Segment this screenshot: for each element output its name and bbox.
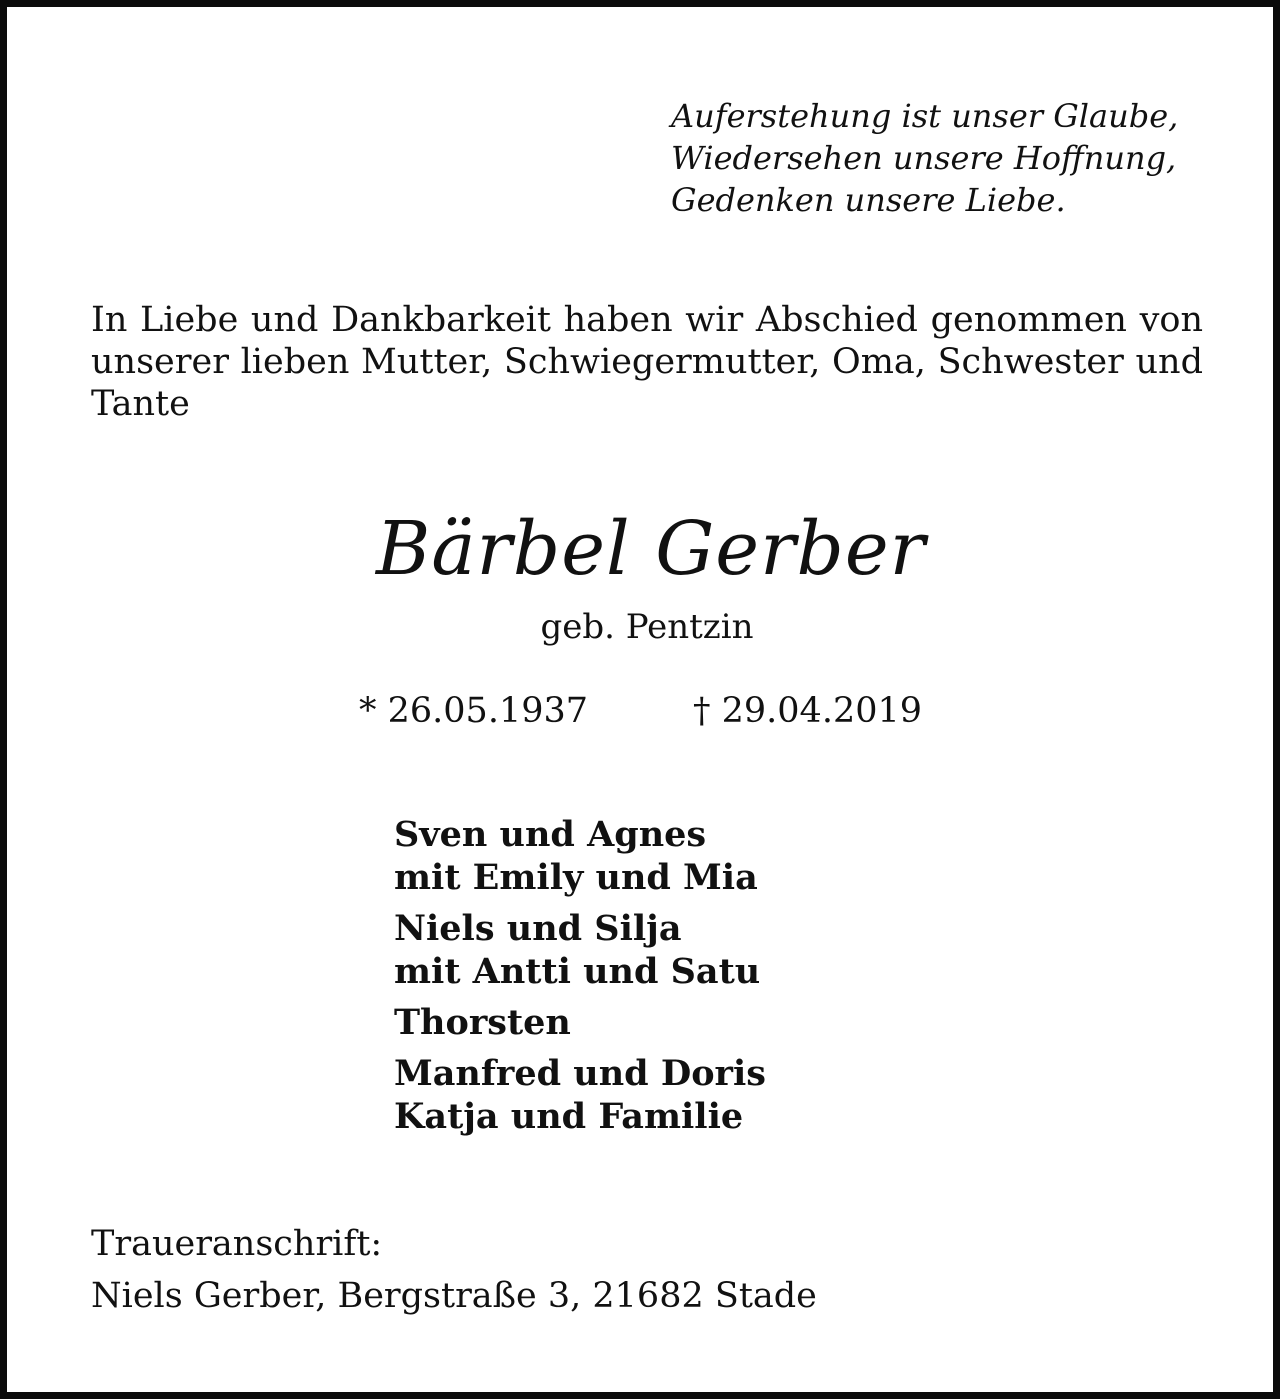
death-date: † 29.04.2019 bbox=[693, 691, 923, 731]
family-group bbox=[394, 1001, 994, 1044]
deceased-name: Bärbel Gerber bbox=[375, 506, 927, 592]
epitaph-quote bbox=[671, 95, 1231, 221]
family-group bbox=[394, 1052, 994, 1138]
family-line: Katja und Familie bbox=[394, 1096, 744, 1137]
family-group bbox=[394, 813, 994, 899]
address-label: Traueranschrift: bbox=[91, 1224, 383, 1264]
family-list bbox=[394, 813, 994, 1146]
maiden-name: geb. Pentzin bbox=[540, 607, 754, 647]
quote-line-2: Wiedersehen unsere Hoffnung, bbox=[671, 139, 1177, 177]
family-line: Sven und Agnes bbox=[394, 814, 707, 855]
family-group bbox=[394, 907, 994, 993]
family-line: Manfred und Doris bbox=[394, 1053, 766, 1094]
birth-date: * 26.05.1937 bbox=[359, 691, 589, 731]
family-line: Thorsten bbox=[394, 1002, 571, 1043]
quote-line-3: Gedenken unsere Liebe. bbox=[671, 181, 1066, 219]
mourning-address: Niels Gerber, Bergstraße 3, 21682 Stade bbox=[91, 1276, 817, 1316]
intro-text: In Liebe und Dankbarkeit haben wir Abschied genommen von unserer lieben Mutter, Schwiegermutter, Oma, Schwester und Tante bbox=[91, 300, 1203, 424]
family-line: mit Emily und Mia bbox=[394, 857, 758, 898]
family-line: mit Antti und Satu bbox=[394, 951, 761, 992]
quote-line-1: Auferstehung ist unser Glaube, bbox=[671, 97, 1179, 135]
family-line: Niels und Silja bbox=[394, 908, 682, 949]
